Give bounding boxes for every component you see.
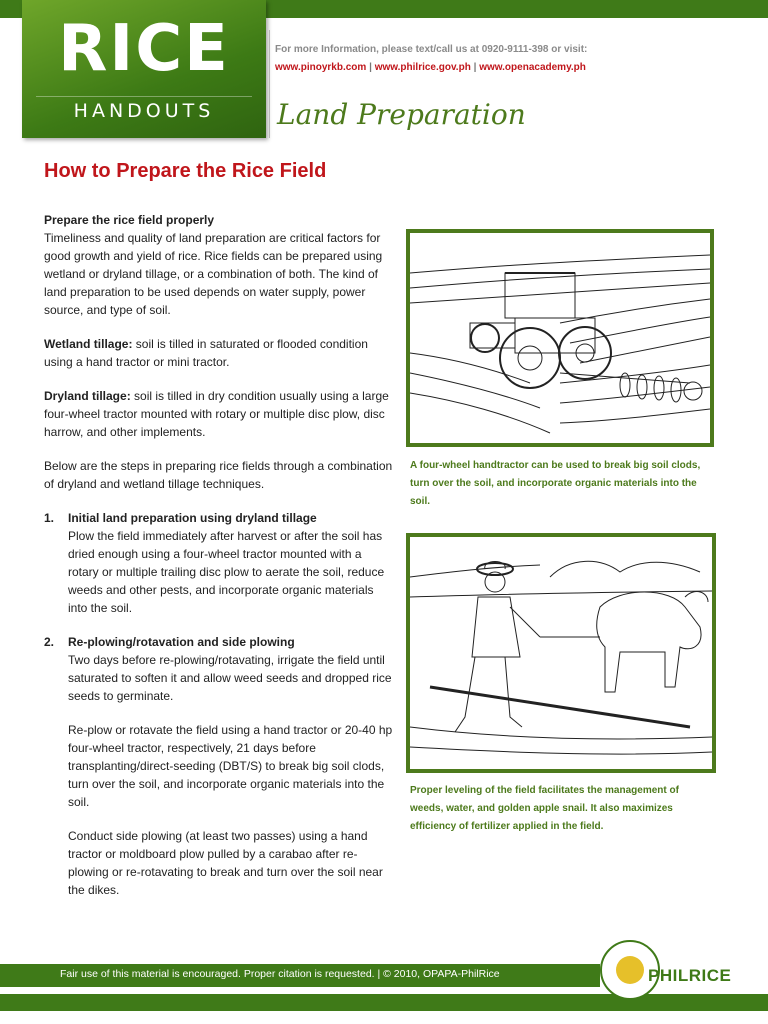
step-number: 2. [44, 635, 55, 649]
header-divider [269, 30, 270, 138]
wetland-text: soil is tilled in saturated or flooded condition using a hand tractor or mini tractor. [44, 337, 368, 369]
step-item [44, 509, 394, 617]
bottom-green-bar [0, 994, 768, 1011]
leveling-illustration [406, 533, 716, 773]
link-pinoyrkb[interactable]: www.pinoyrkb.com [275, 62, 367, 73]
steps-intro: Below are the steps in preparing rice fields through a combination of dryland and wetland tillage techniques. [44, 459, 393, 491]
seal-center [616, 956, 644, 984]
step-paragraph: Re-plow or rotavate the field using a hand tractor or 20-40 hp four-wheel tractor, respectively, 21 days before transplanting/direct-seeding (DBT/S) to break big soil clods, turn over the soil, and incorporate organic materials into the soil. [68, 723, 393, 809]
wetland-label: Wetland tillage: [44, 337, 133, 351]
tractor-drawing [410, 233, 710, 443]
logo-divider [36, 96, 252, 97]
main-text [44, 211, 394, 899]
link-openacademy[interactable]: www.openacademy.ph [479, 62, 586, 73]
tractor-illustration [406, 229, 714, 447]
step-paragraph: Plow the field immediately after harvest or after the soil has dried enough using a four-wheel tractor mounted with a rotary or multiple trailing disc plow to aerate the soil, reduce weeds and other pests, and incorporate organic materials into the soil. [68, 529, 385, 615]
step-title: Re-plowing/rotavation and side plowing [68, 635, 295, 649]
wetland-paragraph [44, 335, 394, 371]
dryland-paragraph [44, 387, 394, 441]
step-paragraph: Conduct side plowing (at least two passes) using a hand tractor or moldboard plow pulled by a carabao after re-plowing or re-rotavating to break and turn over the soil near the dikes. [68, 829, 383, 897]
logo-rice-text: RICE [58, 12, 230, 86]
intro-heading: Prepare the rice field properly [44, 213, 215, 227]
step-title: Initial land preparation using dryland tillage [68, 511, 317, 525]
step-paragraph: Two days before re-plowing/rotavating, irrigate the field until saturated to soften it and allow weed seeds and dropped rice seeds to germinate. [68, 653, 392, 703]
logo-handouts-text: HANDOUTS [73, 100, 215, 122]
link-philrice[interactable]: www.philrice.gov.ph [374, 62, 471, 73]
dryland-label: Dryland tillage: [44, 389, 131, 403]
subject-title: Land Preparation [277, 98, 526, 131]
figure-caption: A four-wheel handtractor can be used to break big soil clods, turn over the soil, and incorporate organic materials into the soil. [410, 460, 701, 507]
rice-handouts-logo [22, 0, 266, 138]
leveling-drawing [410, 537, 712, 769]
link-separator: | [369, 62, 372, 73]
footer-text: Fair use of this material is encouraged. Proper citation is requested. | © 2010, OPAPA-PhilRice [60, 968, 500, 980]
contact-info: For more Information, please text/call us at 0920-9111-398 or visit: [275, 44, 588, 55]
step-item [44, 633, 394, 899]
website-links [275, 62, 586, 73]
figure-caption: Proper leveling of the field facilitates the management of weeds, water, and golden apple snail. It also maximizes efficiency of fertilizer applied in the field. [410, 785, 679, 832]
link-separator: | [473, 62, 477, 73]
intro-paragraph: Timeliness and quality of land preparation are critical factors for good growth and yield of rice. Rice fields can be prepared using wetland or dryland tillage, or a combination of both. The kind of land preparation to be used depends on water supply, power source, and type of soil. [44, 231, 383, 317]
footer-bar [0, 964, 600, 987]
page-title: How to Prepare the Rice Field [44, 160, 327, 182]
step-number: 1. [44, 511, 55, 525]
dryland-text: soil is tilled in dry condition usually using a large four-wheel tractor mounted with rotary or multiple disc plow, disc harrow, and other implements. [44, 389, 389, 439]
philrice-logo: PHILRICE [648, 966, 732, 985]
